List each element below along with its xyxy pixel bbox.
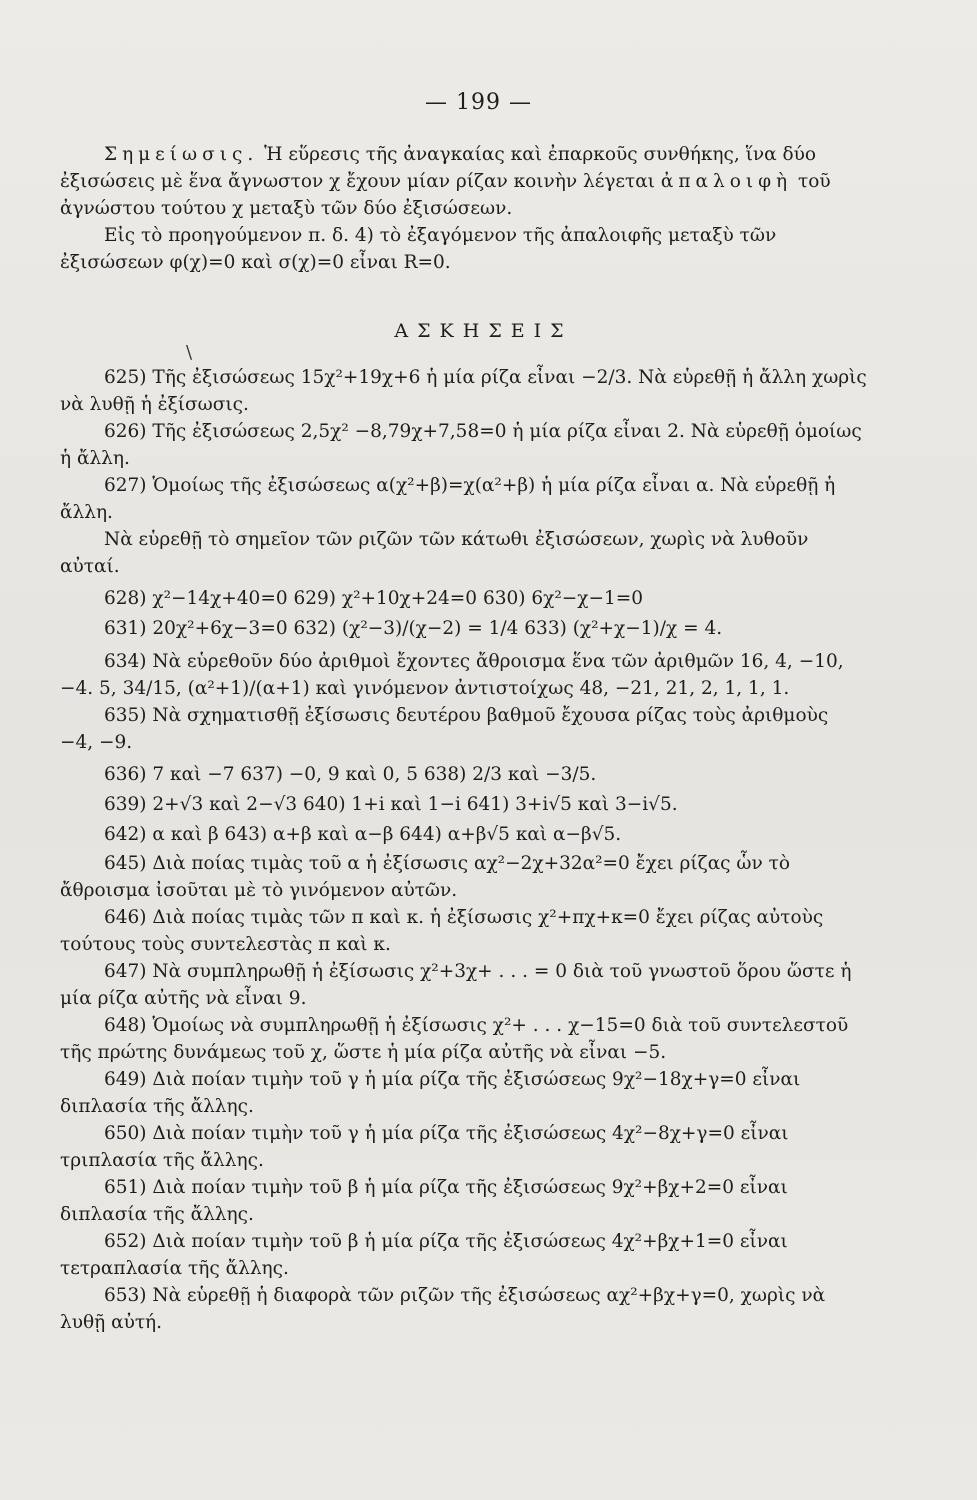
exercise-646: 646) Διὰ ποίας τιμὰς τῶν π καὶ κ. ἡ ἐξίσωσις χ²+πχ+κ=0 ἔχει ρίζας αὐτοὺς τούτους τοὺς συντελεστὰς π καὶ κ. [60,907,824,955]
exercise-row-639-641: 639) 2+√3 καὶ 2−√3 640) 1+i καὶ 1−i 641) 3+i√5 καὶ 3−i√5. [104,794,678,815]
exercise-row-628-630: 628) χ²−14χ+40=0 629) χ²+10χ+24=0 630) 6χ²−χ−1=0 [104,588,644,609]
exercise-652: 652) Διὰ ποίαν τιμὴν τοῦ β ἡ μία ρίζα τῆς ἐξισώσεως 4χ²+βχ+1=0 εἶναι τετραπλασία τῆς ἄλλης. [60,1231,788,1279]
exercise-653: 653) Νὰ εὑρεθῇ ἡ διαφορὰ τῶν ριζῶν τῆς ἐξισώσεως αχ²+βχ+γ=0, χωρὶς νὰ λυθῇ αὐτή. [60,1285,826,1333]
roots-intro: Νὰ εὑρεθῇ τὸ σημεῖον τῶν ριζῶν τῶν κάτωθι ἐξισώσεων, χωρὶς νὰ λυθοῦν αὐταί. [60,529,809,577]
exercise-626: 626) Τῆς ἐξισώσεως 2,5χ² −8,79χ+7,58=0 ἡ μία ρίζα εἶναι 2. Νὰ εὑρεθῇ ὁμοίως ἡ ἄλλη. [60,421,862,469]
exercise-625: 625) Τῆς ἐξισώσεως 15χ²+19χ+6 ἡ μία ρίζα εἶναι −2/3. Νὰ εὑρεθῇ ἡ ἄλλη χωρὶς νὰ λυθῇ ἡ ἐξίσωσις. [60,367,867,415]
exercise-row-642-644: 642) α καὶ β 643) α+β καὶ α−β 644) α+β√5 καὶ α−β√5. [104,824,622,845]
section-heading: ΑΣΚΗΣΕΙΣ [394,320,573,342]
page-number: — 199 — [425,90,532,115]
note-second-paragraph: Εἰς τὸ προηγούμενον π. δ. 4) τὸ ἐξαγόμενον τῆς ἀπαλοιφῆς μεταξὺ τῶν ἐξισώσεων φ(χ)=0 καὶ σ(χ)=0 εἶναι R=0. [60,225,777,273]
exercise-649: 649) Διὰ ποίαν τιμὴν τοῦ γ ἡ μία ρίζα τῆς ἐξισώσεως 9χ²−18χ+γ=0 εἶναι διπλασία τῆς ἄλλης. [60,1069,801,1117]
note-text: Ἡ εὕρεσις τῆς ἀναγκαίας καὶ ἐπαρκοῦς συνθήκης, ἵνα δύο ἐξισώσεις μὲ ἕνα ἄγνωστον χ ἔχουν μίαν ρίζαν κοινὴν λέγεται [60,144,816,192]
exercise-648: 648) Ὁμοίως νὰ συμπληρωθῇ ἡ ἐξίσωσις χ²+ . . . χ−15=0 διὰ τοῦ συντελεστοῦ τῆς πρώτης δυνάμεως τοῦ χ, ὥστε ἡ μία ρίζα αὐτῆς νὰ εἶναι −5. [60,1015,849,1063]
exercise-627: 627) Ὁμοίως τῆς ἐξισώσεως α(χ²+β)=χ(α²+β) ἡ μία ρίζα εἶναι α. Νὰ εὑρεθῇ ἡ ἄλλη. [60,475,836,523]
exercise-650: 650) Διὰ ποίαν τιμὴν τοῦ γ ἡ μία ρίζα τῆς ἐξισώσεως 4χ²−8χ+γ=0 εἶναι τριπλασία τῆς ἄλλης. [60,1123,789,1171]
note-text-end: τοῦ ἀγνώστου τούτου χ μεταξὺ τῶν δύο ἐξισώσεων. [60,171,831,219]
note-label: Σημείωσις. [104,144,259,165]
exercise-row-636-638: 636) 7 καὶ −7 637) −0, 9 καὶ 0, 5 638) 2/3 καὶ −3/5. [104,764,597,785]
exercise-635: 635) Νὰ σχηματισθῇ ἐξίσωσις δευτέρου βαθμοῦ ἔχουσα ρίζας τοὺς ἀριθμοὺς −4, −9. [60,705,829,753]
exercise-634: 634) Νὰ εὑρεθοῦν δύο ἀριθμοὶ ἔχοντες ἄθροισμα ἕνα τῶν ἀριθμῶν 16, 4, −10, −4. 5, 34/15, (α²+1)/(α+1) καὶ γινόμενον ἀντιστοίχως 48, −21, 21, 2, 1, 1, 1. [60,651,844,699]
exercise-row-631-633: 631) 20χ²+6χ−3=0 632) (χ²−3)/(χ−2) = 1/4 633) (χ²+χ−1)/χ = 4. [104,618,723,639]
exercise-651: 651) Διὰ ποίαν τιμὴν τοῦ β ἡ μία ρίζα τῆς ἐξισώσεως 9χ²+βχ+2=0 εἶναι διπλασία τῆς ἄλλης. [60,1177,788,1225]
stray-mark: \ [186,342,193,363]
exercise-645: 645) Διὰ ποίας τιμὰς τοῦ α ἡ ἐξίσωσις αχ²−2χ+32α²=0 ἔχει ρίζας ὧν τὸ ἄθροισμα ἰσοῦται μὲ τὸ γινόμενον αὐτῶν. [60,853,791,901]
note-paragraph [60,141,867,222]
exercise-647: 647) Νὰ συμπληρωθῇ ἡ ἐξίσωσις χ²+3χ+ . . . = 0 διὰ τοῦ γνωστοῦ ὅρου ὥστε ἡ μία ρίζα αὐτῆς νὰ εἶναι 9. [60,961,852,1009]
note-term: ἀπαλοιφὴ [660,171,793,192]
